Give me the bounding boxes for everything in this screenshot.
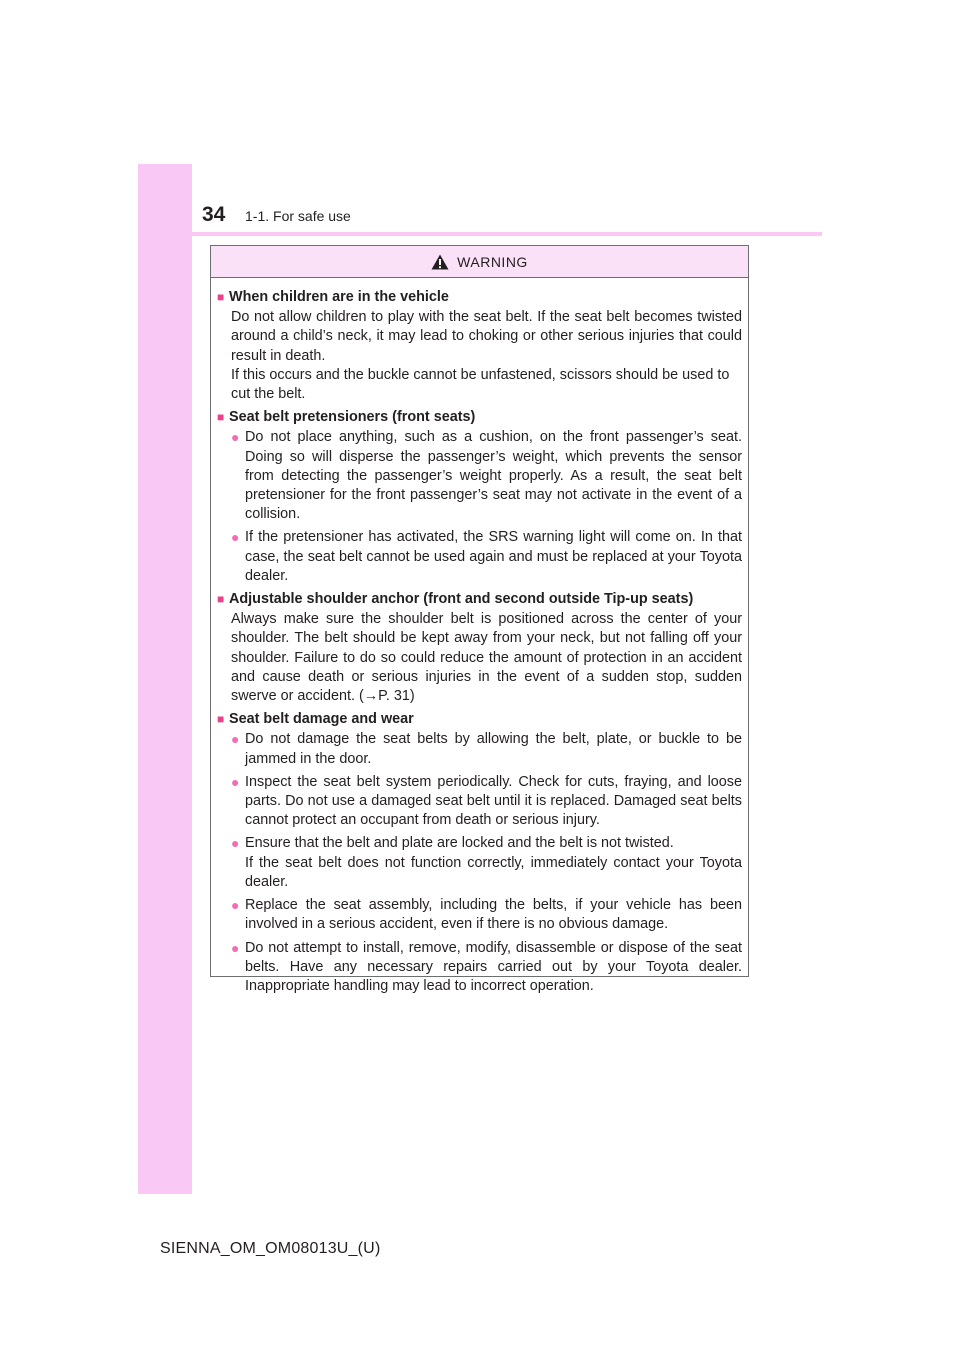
bullet-list — [231, 428, 742, 586]
list-item — [231, 896, 742, 934]
side-color-band — [138, 164, 192, 1194]
page-number: 34 — [202, 203, 226, 226]
list-item-line: Do not attempt to install, remove, modify, disassemble or dispose of the seat belts. Have any necessary repairs carried out by your Toyota dealer. Inappropriate handling may lead to incorrect operation. — [245, 939, 742, 994]
list-item — [231, 939, 742, 997]
square-bullet-icon: ■ — [217, 290, 225, 304]
circle-bullet-icon: ● — [231, 529, 240, 546]
section-heading-text: Seat belt damage and wear — [229, 711, 414, 728]
list-item-line: Inspect the seat belt system periodically. Check for cuts, fraying, and loose parts. Do not use a damaged seat belt until it is replaced. Damaged seat belts cannot protect an occupant from death or serious injury. — [245, 773, 742, 829]
section-heading — [217, 590, 742, 609]
list-item-text — [245, 528, 742, 586]
section-heading-text: When children are in the vehicle — [229, 289, 449, 305]
circle-bullet-icon: ● — [231, 429, 240, 446]
list-item — [231, 528, 742, 586]
circle-bullet-icon: ● — [231, 835, 240, 852]
section-heading — [217, 288, 742, 307]
list-item-line: Ensure that the belt and plate are locked and the belt is not twisted. — [245, 835, 674, 852]
warning-body — [211, 278, 748, 996]
circle-bullet-icon: ● — [231, 939, 240, 956]
paragraph: Do not allow children to play with the seat belt. If the seat belt becomes twisted around a child’s neck, it may lead to choking or other serious injuries that could result in death. — [231, 309, 742, 364]
list-item-text — [245, 773, 742, 831]
square-bullet-icon: ■ — [217, 592, 225, 607]
section-heading-text: Seat belt pretensioners (front seats) — [229, 409, 476, 426]
warning-section — [217, 590, 742, 706]
list-item — [231, 773, 742, 831]
circle-bullet-icon: ● — [231, 897, 240, 914]
warning-triangle-icon — [431, 254, 449, 270]
list-item — [231, 834, 742, 892]
list-item-line: Replace the seat assembly, including the belts, if your vehicle has been involved in a serious accident, even if there is no obvious damage. — [245, 897, 742, 933]
circle-bullet-icon: ● — [231, 773, 240, 790]
list-item-line: Do not damage the seat belts by allowing the belt, plate, or buckle to be jammed in the door. — [245, 731, 742, 767]
paragraph: Always make sure the shoulder belt is positioned across the center of your shoulder. The belt should be kept away from your neck, but not falling off your shoulder. Failure to do so could reduce the amount of protection in an accident and cause death or serious injuries in the event of a sudden stop, sudden swerve or accident. (→P. 31) — [231, 611, 742, 705]
section-heading — [217, 408, 742, 427]
list-item-line: If the pretensioner has activated, the SRS warning light will come on. In that case, the seat belt cannot be used again and must be replaced at your Toyota dealer. — [245, 529, 742, 584]
document-id: SIENNA_OM_OM08013U_(U) — [160, 1240, 381, 1257]
list-item-text — [245, 896, 742, 934]
warning-header — [211, 246, 748, 278]
paragraph: If this occurs and the buckle cannot be unfastened, scissors should be used to cut the belt. — [231, 366, 730, 403]
list-item-line: Do not place anything, such as a cushion, on the front passenger’s seat. Doing so will disperse the passenger’s weight, which prevents the sensor from detecting the passenger’s weight properly. As a result, the seat belt pretensioner for the front passenger’s seat may not activate in the event of a collision. — [245, 429, 742, 523]
section-paragraphs — [231, 308, 742, 404]
warning-label: WARNING — [457, 253, 528, 270]
warning-section — [217, 288, 742, 404]
list-item-text — [245, 834, 742, 892]
list-item-text — [245, 939, 742, 997]
list-item-text — [245, 730, 742, 768]
warning-section — [217, 710, 742, 996]
list-item-line: If the seat belt does not function correctly, immediately contact your Toyota dealer. — [245, 854, 742, 890]
circle-bullet-icon: ● — [231, 731, 240, 748]
header-rule — [138, 232, 822, 236]
bullet-list — [231, 730, 742, 996]
section-heading — [217, 710, 742, 729]
square-bullet-icon: ■ — [217, 712, 225, 727]
section-heading-text: Adjustable shoulder anchor (front and second outside Tip-up seats) — [229, 591, 694, 608]
list-item — [231, 428, 742, 524]
section-title: 1-1. For safe use — [245, 208, 351, 224]
warning-box — [210, 245, 749, 994]
list-item — [231, 730, 742, 768]
square-bullet-icon: ■ — [217, 410, 225, 425]
list-item-text — [245, 428, 742, 524]
warning-section — [217, 408, 742, 586]
section-paragraphs — [231, 610, 742, 706]
